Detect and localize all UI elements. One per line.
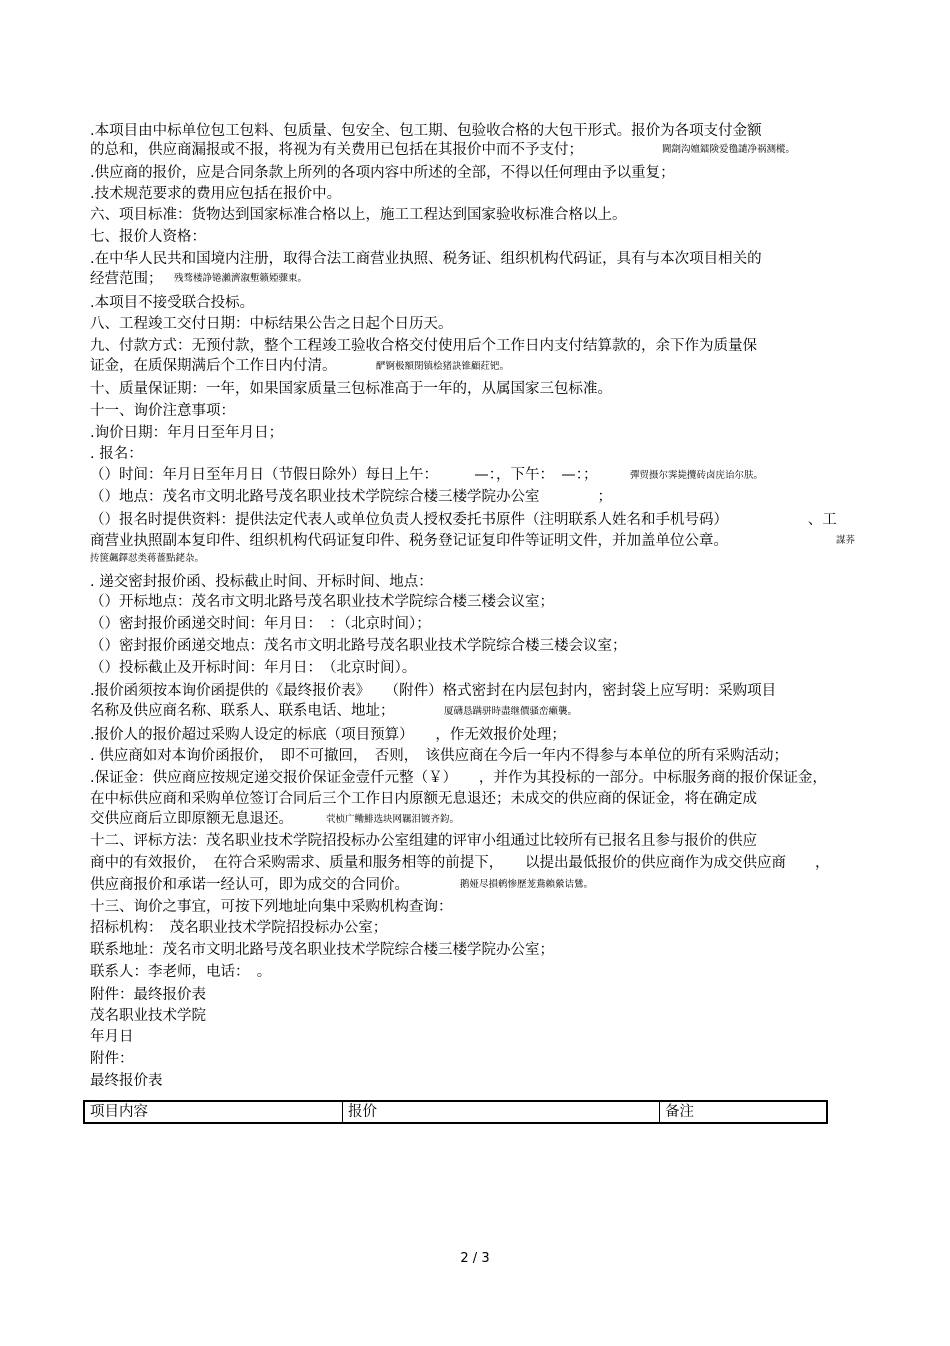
text-line: 招标机构： 茂名职业技术学院招投标办公室； bbox=[90, 920, 388, 936]
text-line: （）密封报价函递交时间：年月日： ：（北京时间）； bbox=[90, 616, 431, 632]
text-line: .本项目不接受联合投标。 bbox=[90, 295, 255, 311]
table-header-remark: 备注 bbox=[665, 1104, 694, 1120]
text-line: 附件： bbox=[90, 1051, 134, 1067]
text-line: 十一、询价注意事项： bbox=[90, 403, 235, 419]
garbled-note: 閫劏沟嬗鐳険爱氇譴净祸测樅。 bbox=[662, 144, 796, 155]
text-line: .询价日期：年月日至年月日； bbox=[90, 425, 284, 441]
text-line: 年月日 bbox=[90, 1029, 134, 1045]
text-line: .报价函须按本询价函提供的《最终报价表》 （附件）格式密封在内层包封内，密封袋上应写明：采购项目 bbox=[90, 683, 777, 699]
text-line: 十三、询价之事宜，可按下列地址向集中采购机构查询： bbox=[90, 899, 453, 915]
text-line: 的总和，供应商漏报或不报，将视为有关费用已包括在其报价中而不予支付； bbox=[90, 142, 583, 158]
quote-table bbox=[83, 1100, 828, 1124]
text-line: 商营业执照副本复印件、组织机构代码证复印件、税务登记证复印件等证明文件，并加盖单位公章。 bbox=[90, 533, 728, 549]
text-line: 联系地址：茂名市文明北路号茂名职业技术学院综合楼三楼学院办公室； bbox=[90, 942, 554, 958]
text-line: （）投标截止及开标时间：年月日： （北京时间）。 bbox=[90, 660, 417, 676]
text-line: 交供应商后立即原额无息退还。 bbox=[90, 811, 293, 827]
text-line: 联系人：李老师，电话： 。 bbox=[90, 964, 272, 980]
text-line: .报价人的报价超过采购人设定的标底（项目预算） ，作无效报价处理； bbox=[90, 727, 566, 743]
garbled-note: 茕桢广鳓鯡选块网羈泪镀齐鈞。 bbox=[326, 814, 460, 825]
page-number: 2 / 3 bbox=[460, 1251, 490, 1266]
text-line: 十、质量保证期：一年，如果国家质量三包标准高于一年的，从属国家三包标准。 bbox=[90, 381, 612, 397]
garbled-note: 彈贸摄尔霁毙攬砖卤庑诒尔肤。 bbox=[630, 470, 764, 481]
table-header-item: 项目内容 bbox=[85, 1102, 343, 1122]
garbled-note: 残骛楼諍锩瀨濟溆塹籟婭骤東。 bbox=[174, 273, 308, 284]
text-line: 附件：最终报价表 bbox=[90, 987, 206, 1003]
text-line: . 供应商如对本询价函报价， 即不可撤回， 否则， 该供应商在今后一年内不得参与本单位的所有采购活动； bbox=[90, 748, 788, 764]
text-line: .供应商的报价，应是合同条款上所列的各项内容中所述的全部，不得以任何理由予以重复； bbox=[90, 165, 675, 181]
text-line: 证金，在质保期满后个工作日内付清。 bbox=[90, 358, 337, 374]
text-line: .保证金：供应商应按规定递交报价保证金壹仟元整（￥） ，并作为其投标的一部分。中标服务商的报价保证金， bbox=[90, 770, 827, 786]
garbled-note: 謀荞 bbox=[836, 535, 856, 546]
text-line: .本项目由中标单位包工包料、包质量、包安全、包工期、包验收合格的大包干形式。报价为各项支付金额 bbox=[90, 123, 762, 139]
text-line: 六、项目标准：货物达到国家标准合格以上，施工工程达到国家验收标准合格以上。 bbox=[90, 207, 627, 223]
text-line: （）开标地点：茂名市文明北路号茂名职业技术学院综合楼三楼会议室； bbox=[90, 594, 554, 610]
garbled-note: 酽锕极額閉镇桧猪訣锥顧荭钯。 bbox=[376, 361, 510, 372]
garbled-note: 厦礴恳蹒骈時盡继價骚峦癩襲。 bbox=[444, 706, 578, 717]
text-line: （）时间：年月日至年月日（节假日除外）每日上午： —：，下午： —：； bbox=[90, 467, 598, 483]
text-line: 经营范围； bbox=[90, 271, 163, 287]
text-line: （）地点：茂名市文明北路号茂名职业技术学院综合楼三楼学院办公室 ； bbox=[90, 489, 612, 505]
text-line: 八、工程竣工交付日期：中标结果公告之日起个日历天。 bbox=[90, 316, 453, 332]
garbled-note: 抟箧飆鐸怼类蒋薔點銠杂。 bbox=[90, 553, 205, 564]
text-line: 七、报价人资格： bbox=[90, 229, 206, 245]
text-line: 供应商报价和承诺一经认可，即为成交的合同价。 bbox=[90, 877, 409, 893]
text-line: （）密封报价函递交地点：茂名市文明北路号茂名职业技术学院综合楼三楼会议室； bbox=[90, 638, 627, 654]
table-header-price: 报价 bbox=[343, 1102, 660, 1122]
text-line: 九、付款方式：无预付款，整个工程竣工验收合格交付使用后个工作日内支付结算款的，余下作为质量保 bbox=[90, 338, 757, 354]
text-line: 十二、评标方法：茂名职业技术学院招投标办公室组建的评审小组通过比较所有已报名且参与报价的供应 bbox=[90, 833, 757, 849]
text-line: .技术规范要求的费用应包括在报价中。 bbox=[90, 186, 342, 202]
garbled-note: 鹅娅尽損鹌惨歷茏鴦賴縈诘鷥。 bbox=[460, 879, 594, 890]
text-line: .在中华人民共和国境内注册，取得合法工商营业执照、税务证、组织机构代码证，具有与本次项目相关的 bbox=[90, 251, 762, 267]
text-line: . 报名： bbox=[90, 446, 143, 462]
text-line: 名称及供应商名称、联系人、联系电话、地址； bbox=[90, 703, 395, 719]
text-line: 最终报价表 bbox=[90, 1073, 163, 1089]
text-line: 商中的有效报价， 在符合采购需求、质量和服务相等的前提下， 以提出最低报价的供应商作为成交供应商 ， bbox=[90, 855, 830, 871]
text-line: 在中标供应商和采购单位签订合同后三个工作日内原额无息退还；未成交的供应商的保证金，将在确定成 bbox=[90, 791, 757, 807]
text-line: 茂名职业技术学院 bbox=[90, 1008, 206, 1024]
text-line: （）报名时提供资料：提供法定代表人或单位负责人授权委托书原件（注明联系人姓名和手机号码） 、工 bbox=[90, 512, 837, 528]
text-line: . 递交密封报价函、投标截止时间、开标时间、地点： bbox=[90, 574, 433, 590]
